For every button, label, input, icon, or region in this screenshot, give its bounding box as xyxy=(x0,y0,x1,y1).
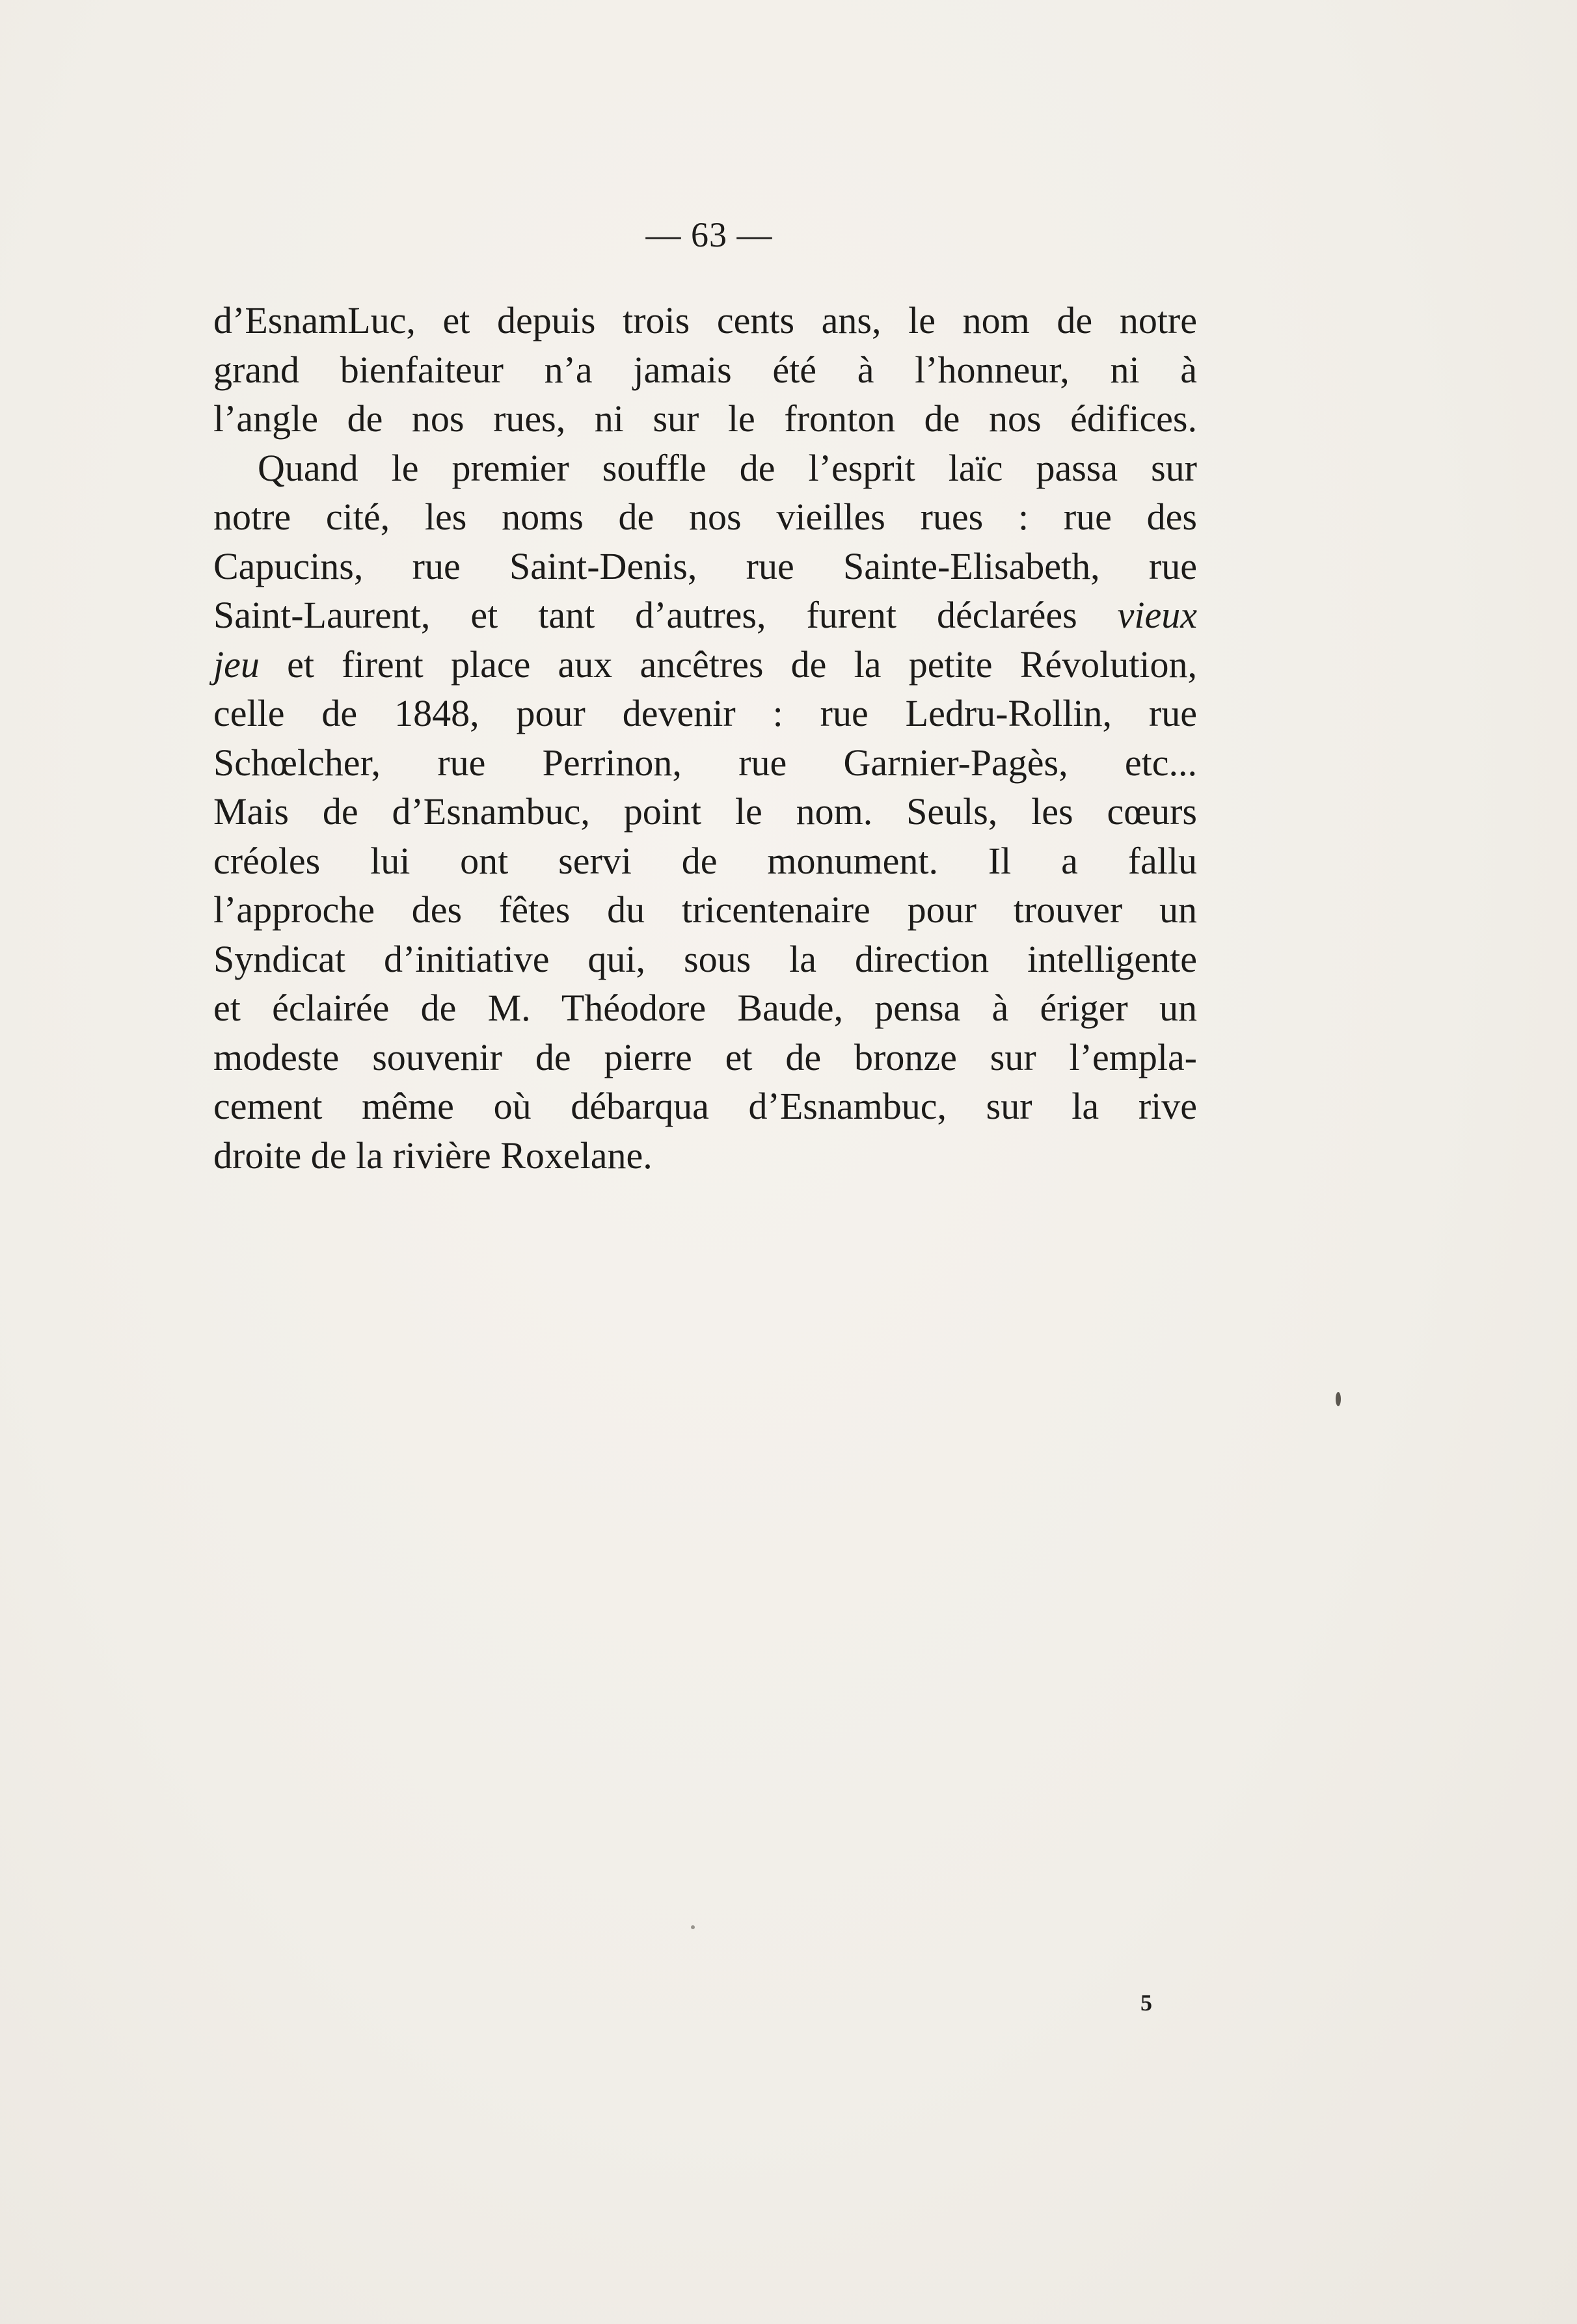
page-number: — 63 — xyxy=(645,215,773,254)
text-line: droite de la rivière Roxelane. xyxy=(213,1134,653,1177)
paper-speck xyxy=(691,1925,695,1929)
text-line: et éclairée de M. Théodore Baude, pensa à ériger un xyxy=(213,987,1197,1029)
text-line: cement même où débarqua d’Esnambuc, sur la rive xyxy=(213,1085,1197,1127)
text-line: créoles lui ont servi de monument. Il a fallu xyxy=(213,839,1197,882)
text-line: Capucins, rue Saint-Denis, rue Sainte-Elisabeth, rue xyxy=(213,544,1197,587)
italic-word: jeu xyxy=(213,643,260,686)
text-line: grand bienfaiteur n’a jamais été à l’honneur, ni à xyxy=(213,348,1197,391)
body-text xyxy=(213,296,1197,1180)
text-line: Schœlcher, rue Perrinon, rue Garnier-Pagès, etc... xyxy=(213,741,1197,784)
italic-word: vieux xyxy=(1117,594,1198,636)
text-segment: Saint-Laurent, et tant d’autres, furent déclarées xyxy=(213,594,1077,636)
text-line: Mais de d’Esnambuc, point le nom. Seuls, les cœurs xyxy=(213,790,1197,833)
text-line: d’EsnamLuc, et depuis trois cents ans, le nom de notre xyxy=(213,299,1197,341)
text-line: l’approche des fêtes du tricentenaire pour trouver un xyxy=(213,888,1197,931)
text-line: modeste souvenir de pierre et de bronze sur l’empla- xyxy=(213,1035,1197,1078)
signature-mark: 5 xyxy=(1140,1990,1152,2016)
text-line: l’angle de nos rues, ni sur le fronton de nos édifices. xyxy=(213,397,1197,440)
text-line xyxy=(213,591,1197,640)
text-segment: et firent place aux ancêtres de la petite Révolution, xyxy=(287,643,1198,686)
text-line: celle de 1848, pour devenir : rue Ledru-Rollin, rue xyxy=(213,692,1197,734)
text-line: notre cité, les noms de nos vieilles rues : rue des xyxy=(213,496,1197,538)
text-line: Quand le premier souffle de l’esprit laïc passa sur xyxy=(258,446,1197,489)
text-line: Syndicat d’initiative qui, sous la direction intelligente xyxy=(213,937,1197,980)
text-line xyxy=(213,640,1197,689)
paper-speck xyxy=(1336,1392,1341,1406)
